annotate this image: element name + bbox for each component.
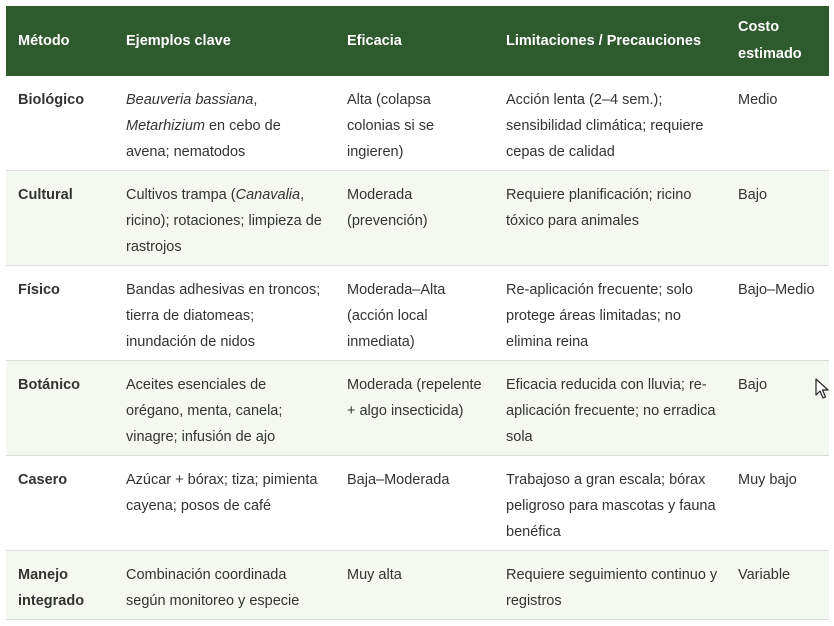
header-limitaciones: Limitaciones / Precauciones xyxy=(506,32,702,49)
table-row xyxy=(6,76,829,171)
cell-costo: Medio xyxy=(738,92,778,108)
cell-eficacia: Moderada (repelente + algo insecticida) xyxy=(347,377,482,419)
header-ejemplos: Ejemplos clave xyxy=(126,32,231,49)
cell-costo: Variable xyxy=(738,567,791,583)
mouse-pointer-icon xyxy=(815,378,829,400)
cell-limitaciones: Eficacia reducida con lluvia; re-aplicación frecuente; no erradica sola xyxy=(506,377,716,445)
cell-costo: Bajo xyxy=(738,187,768,203)
cell-limitaciones: Acción lenta (2–4 sem.); sensibilidad climática; requiere cepas de calidad xyxy=(506,92,704,160)
cell-ejemplos: Combinación coordinada según monitoreo y especie xyxy=(126,567,300,609)
cell-metodo: Manejo integrado xyxy=(18,567,85,609)
cell-metodo: Físico xyxy=(18,282,60,298)
cell-costo: Muy bajo xyxy=(738,472,797,488)
cell-ejemplos: Bandas adhesivas en troncos; tierra de diatomeas; inundación de nidos xyxy=(126,282,321,350)
cell-ejemplos: Aceites esenciales de orégano, menta, canela; vinagre; infusión de ajo xyxy=(126,377,283,445)
table-header-row xyxy=(6,6,829,76)
cell-metodo: Cultural xyxy=(18,187,73,203)
species-name: Beauveria bassiana xyxy=(126,92,254,108)
comparison-table xyxy=(6,6,829,620)
cell-limitaciones: Requiere seguimiento continuo y registros xyxy=(506,567,718,609)
cell-limitaciones: Requiere planificación; ricino tóxico para animales xyxy=(506,187,692,229)
cell-eficacia: Moderada (prevención) xyxy=(347,187,428,229)
cell-eficacia: Muy alta xyxy=(347,567,402,583)
cell-ejemplos xyxy=(114,171,335,265)
cell-costo: Bajo–Medio xyxy=(738,282,815,298)
header-metodo: Método xyxy=(18,32,70,49)
cell-ejemplos: Azúcar + bórax; tiza; pimienta cayena; posos de café xyxy=(126,472,318,514)
cell-ejemplos xyxy=(114,76,335,170)
cell-eficacia: Alta (colapsa colonias si se ingieren) xyxy=(347,92,435,160)
header-costo: Costo estimado xyxy=(738,19,802,62)
cell-metodo: Botánico xyxy=(18,377,81,393)
cell-metodo: Casero xyxy=(18,472,68,488)
species-name: Metarhizium xyxy=(126,118,205,134)
table-row xyxy=(6,361,829,456)
cell-metodo: Biológico xyxy=(18,92,85,108)
table-row xyxy=(6,171,829,266)
table-row xyxy=(6,551,829,620)
table-row xyxy=(6,456,829,551)
text-fragment: , xyxy=(253,92,258,108)
header-eficacia: Eficacia xyxy=(347,32,402,49)
species-name: Canavalia xyxy=(235,187,301,203)
table-row xyxy=(6,266,829,361)
cell-limitaciones: Re-aplicación frecuente; solo protege áreas limitadas; no elimina reina xyxy=(506,282,693,350)
text-fragment: , ricino); rotaciones; limpieza de rastrojos xyxy=(126,187,322,255)
cell-limitaciones: Trabajoso a gran escala; bórax peligroso para mascotas y fauna benéfica xyxy=(506,472,716,540)
text-fragment: en cebo de avena; nematodos xyxy=(126,118,281,160)
cell-eficacia: Baja–Moderada xyxy=(347,472,450,488)
cell-eficacia: Moderada–Alta (acción local inmediata) xyxy=(347,282,446,350)
cell-costo: Bajo xyxy=(738,377,768,393)
text-fragment: Cultivos trampa ( xyxy=(126,187,236,203)
